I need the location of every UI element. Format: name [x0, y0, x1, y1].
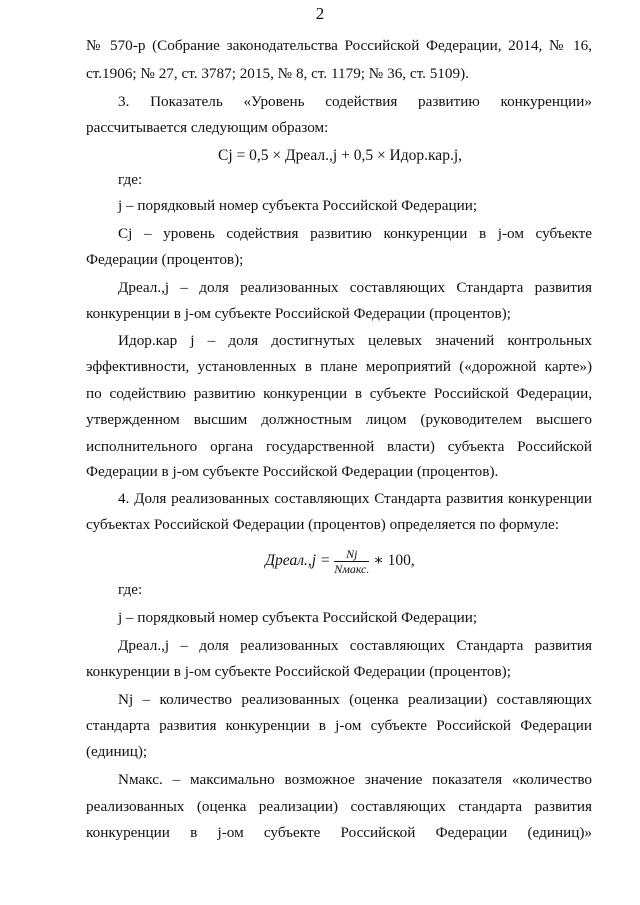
- text-line: исполнительного органа государственной власти) субъекта Российской: [86, 438, 592, 455]
- text-line: (единиц);: [86, 743, 148, 760]
- text-line: j – порядковый номер субъекта Российской Федерации;: [118, 609, 478, 626]
- text-line: конкуренции в j-ом субъекте Российской Федерации (процентов);: [86, 305, 511, 322]
- text-line: Дреал.,j – доля реализованных составляющих Стандарта развития: [118, 279, 592, 296]
- text-line: конкуренции в j-ом субъекте Российской Федерации (единиц)»: [86, 824, 592, 841]
- text-line: рассчитывается следующим образом:: [86, 119, 329, 136]
- text-line: № 570-р (Собрание законодательства Российской Федерации, 2014, № 16,: [86, 37, 592, 54]
- text-line: конкуренции в j-ом субъекте Российской Федерации (процентов);: [86, 663, 511, 680]
- text-line: 4. Доля реализованных составляющих Стандарта развития конкуренции: [118, 490, 592, 507]
- text-line: 3. Показатель «Уровень содействия развитию конкуренции»: [118, 93, 592, 110]
- text-line: стандарта развития конкуренции в j-ом субъекте Российской Федерации: [86, 717, 592, 734]
- formula-2-denominator: Nмакс.: [334, 561, 370, 576]
- text-line: субъектах Российской Федерации (процентов) определяется по формуле:: [86, 516, 559, 533]
- text-line: эффективности, установленных в плане мероприятий («дорожной карте»): [86, 358, 592, 375]
- formula-2: [200, 544, 480, 578]
- formula-2-left: Дреал.,j =: [265, 552, 331, 569]
- formula-2-right: ∗ 100,: [373, 552, 415, 569]
- formula-1: Cj = 0,5 × Дреал.,j + 0,5 × Идор.кар.j,: [218, 147, 462, 164]
- text-line: j – порядковый номер субъекта Российской Федерации;: [118, 197, 478, 214]
- text-line: Дреал.,j – доля реализованных составляющих Стандарта развития: [118, 637, 592, 654]
- text-line: по содействию развитию конкуренции в субъекте Российской Федерации,: [86, 385, 592, 402]
- formula-2-fraction: [334, 547, 369, 576]
- text-line: Nмакс. – максимально возможное значение показателя «количество: [118, 771, 592, 788]
- text-line: где:: [118, 171, 143, 188]
- text-line: реализованных (оценка реализации) составляющих стандарта развития: [86, 798, 592, 815]
- text-line: Федерации в j-ом субъекте Российской Федерации (процентов).: [86, 463, 499, 480]
- text-line: утвержденном высшим должностным лицом (руководителем высшего: [86, 411, 592, 428]
- text-line: ст.1906; № 27, ст. 3787; 2015, № 8, ст. 1179; № 36, ст. 5109).: [86, 65, 469, 82]
- text-line: где:: [118, 581, 143, 598]
- text-line: Nj – количество реализованных (оценка реализации) составляющих: [118, 691, 592, 708]
- text-line: Федерации (процентов);: [86, 251, 244, 268]
- page-number: 2: [315, 4, 325, 23]
- formula-2-numerator: Nj: [334, 547, 369, 562]
- text-line: Cj – уровень содействия развитию конкуренции в j-ом субъекте: [118, 225, 592, 242]
- text-line: Идор.кар j – доля достигнутых целевых значений контрольных: [118, 332, 592, 349]
